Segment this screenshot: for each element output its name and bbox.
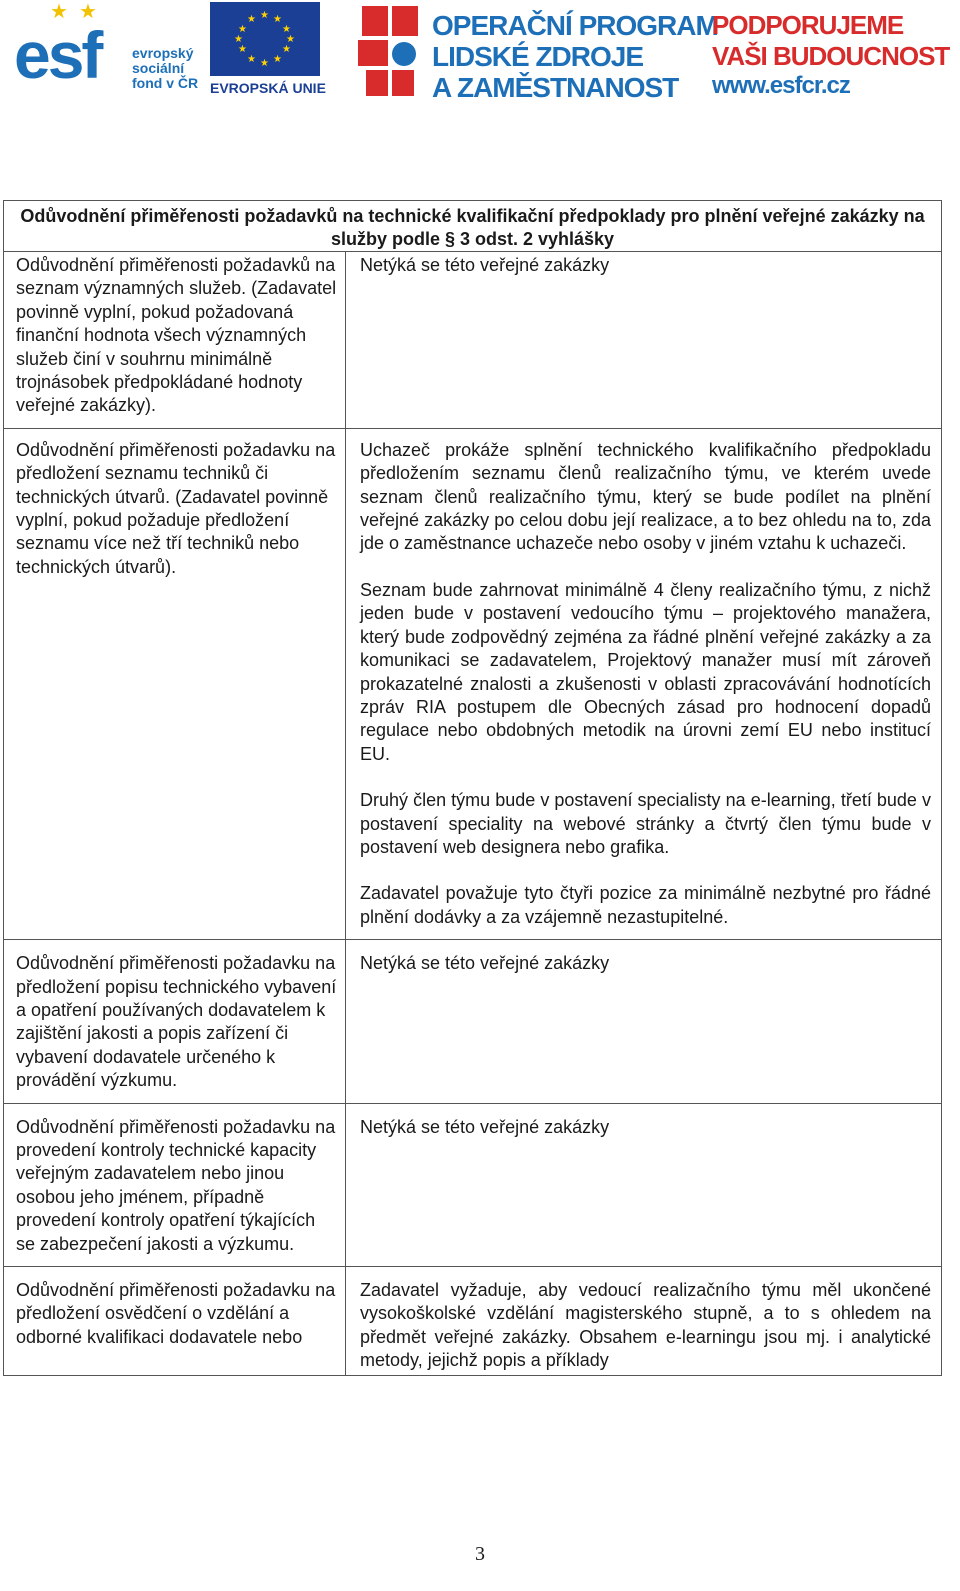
support-logo [712,10,950,100]
logo-banner [0,0,960,110]
row-criterion: Odůvodnění přiměřenosti požadavku na předložení osvědčení o vzdělání a odborné kvalifikaci dodavatele nebo [4,1267,346,1376]
eu-logo [210,2,326,98]
row-justification: Netýká se této veřejné zakázky [346,252,942,429]
esf-letters: esf [14,18,101,92]
table-header: Odůvodnění přiměřenosti požadavků na technické kvalifikační předpoklady pro plnění veřejné zakázky na služby podle § 3 odst. 2 vyhlášky [4,201,942,252]
row-justification: Netýká se této veřejné zakázky [346,1103,942,1266]
row-criterion: Odůvodnění přiměřenosti požadavku na provedení kontroly technické kapacity veřejným zadavatelem nebo jinou osobou jeho jménem, případně provedení kontroly opatření týkajících se zabezpečení jakosti a výzkumu. [4,1103,346,1266]
table-row [4,252,942,429]
row-criterion: Odůvodnění přiměřenosti požadavků na seznam významných služeb. (Zadavatel povinně vyplní, pokud požadovaná finanční hodnota všech významných služeb činí v souhrnu minimálně trojnásobek předpokládané hodnoty veřejné zakázky). [4,252,346,429]
qualification-table [3,200,942,1376]
support-line-1: PODPORUJEME [712,10,904,40]
support-web: www.esfcr.cz [712,72,850,99]
row-criterion: Odůvodnění přiměřenosti požadavku na předložení popisu technického vybavení a opatření používaných dodavatelem k zajištění jakosti a popis zařízení či vybavení dodavatele určeného k provádění výzkumu. [4,940,346,1103]
op-lzz-logo [358,2,718,103]
table-row [4,428,942,939]
esf-logo [14,2,204,98]
esf-caption: evropský sociální fond v ČR [132,45,199,91]
row-justification: Netýká se této veřejné zakázky [346,940,942,1103]
page-number: 3 [475,1543,485,1565]
row-criterion: Odůvodnění přiměřenosti požadavku na předložení seznamu techniků či technických útvarů. (Zadavatel povinně vyplní, pokud požaduje předložení seznamu více než tří techniků nebo technických útvarů). [4,428,346,939]
op-title: OPERAČNÍ PROGRAM LIDSKÉ ZDROJE A ZAMĚSTNANOST [432,10,718,103]
op-figure-icon [358,6,422,98]
esf-stars-icon: ★ ★ [50,1,97,23]
table-row [4,1267,942,1376]
row-justification: Zadavatel vyžaduje, aby vedoucí realizačního týmu měl ukončené vysokoškolské vzdělání magisterského stupně, a to s ohledem na předmět veřejné zakázky. Obsahem e-learningu jsou mj. i analytické metody, jejichž popis a příklady [346,1267,942,1376]
table-header-row [4,201,942,252]
table-row [4,940,942,1103]
support-line-2: VAŠI BUDOUCNOST [712,41,950,71]
row-justification: Uchazeč prokáže splnění technického kvalifikačního předpokladu předložením seznamu členů realizačního týmu, ve kterém uvede seznam členů realizačního týmu, který se bude podílet na plnění veřejné zakázky po celou dobu její realizace, a to bez ohledu na to, zda jde o zaměstnance uchazeče nebo osoby v jiném vztahu k uchazeči. Seznam bude zahrnovat minimálně 4 členy realizačního týmu, z nichž jeden bude v postavení vedoucího týmu – projektového manažera, který bude zodpovědný zejména za řádné plnění veřejné zakázky a za komunikaci se zadavatelem, Projektový manažer musí mít zároveň prokazatelné znalosti a zkušenosti v oblasti zpracovávání hodnotících zpráv RIA postupem dle Obecných zásad pro hodnocení dopadů regulace nebo obdobných metodik na úrovni zemí EU nebo institucí EU. Druhý člen týmu bude v postavení specialisty na e-learning, třetí bude v postavení speciality na webové stránky a čtvrtý člen týmu bude v postavení web designera nebo grafika. Zadavatel považuje tyto čtyři pozice za minimálně nezbytné pro řádné plnění dodávky a za vzájemně nezastupitelné. [346,428,942,939]
eu-caption: EVROPSKÁ UNIE [210,80,326,96]
eu-flag-icon: ★ ★ ★ ★ ★ ★ ★ ★ ★ ★ ★ ★ [210,2,320,76]
table-row [4,1103,942,1266]
